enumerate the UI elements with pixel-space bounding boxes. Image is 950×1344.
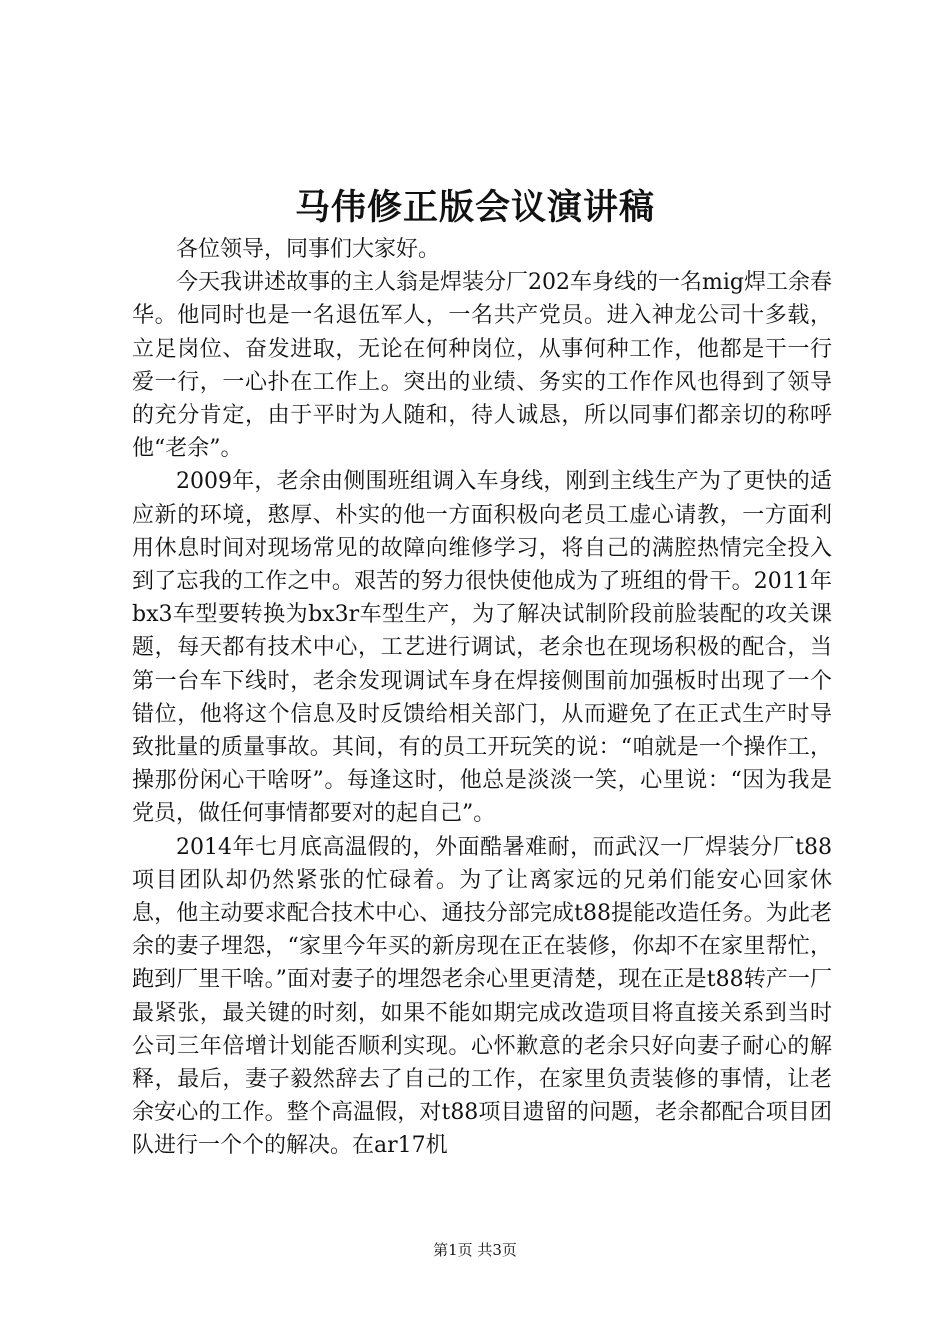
- paragraph-2014: 2014年七月底高温假的，外面酷暑难耐，而武汉一厂焊装分厂t88项目团队却仍然紧张的忙碌着。为了让离家远的兄弟们能安心回家休息，他主动要求配合技术中心、通技分部完成t88提能改造任务。为此老余的妻子埋怨，“家里今年买的新房现在正在装修，你却不在家里帮忙，跑到厂里干啥。”面对妻子的埋怨老余心里更清楚，现在正是t88转产一厂最紧张，最关键的时刻，如果不能如期完成改造项目将直接关系到当时公司三年倍增计划能否顺利实现。心怀歉意的老余只好向妻子耐心的解释，最后，妻子毅然辞去了自己的工作，在家里负责装修的事情，让老余安心的工作。整个高温假，对t88项目遗留的问题，老余都配合项目团队进行一个个的解决。在ar17机: [132, 834, 832, 1159]
- page-title: 马伟修正版会议演讲稿: [294, 188, 655, 228]
- paragraph-greeting: 各位领导，同事们大家好。: [176, 237, 441, 262]
- paragraph-introduction: 今天我讲述故事的主人翁是焊装分厂202车身线的一名mig焊工余春华。他同时也是一名退伍军人，一名共产党员。进入神龙公司十多载，立足岗位、奋发进取，无论在何种岗位，从事何种工作，他都是干一行爱一行，一心扑在工作上。突出的业绩、务实的工作作风也得到了领导的充分肯定，由于平时为人随和，待人诚恳，所以同事们都亲切的称呼他“老余”。: [132, 270, 832, 462]
- page-number-footer: 第1页 共3页: [433, 1241, 517, 1259]
- document-body: [132, 233, 832, 1163]
- paragraph-2009: 2009年，老余由侧围班组调入车身线，刚到主线生产为了更快的适应新的环境，憨厚、朴实的他一方面积极向老员工虚心请教，一方面利用休息时间对现场常见的故障向维修学习，将自己的满腔热情完全投入到了忘我的工作之中。艰苦的努力很快使他成为了班组的骨干。2011年bx3车型要转换为bx3r车型生产，为了解决试制阶段前脸装配的攻关课题，每天都有技术中心，工艺进行调试，老余也在现场积极的配合，当第一台车下线时，老余发现调试车身在焊接侧围前加强板时出现了一个错位，他将这个信息及时反馈给相关部门，从而避免了在正式生产时导致批量的质量事故。其间，有的员工开玩笑的说：“咱就是一个操作工，操那份闲心干啥呀”。每逢这时，他总是淡淡一笑，心里说：“因为我是党员，做任何事情都要对的起自己”。: [132, 469, 832, 827]
